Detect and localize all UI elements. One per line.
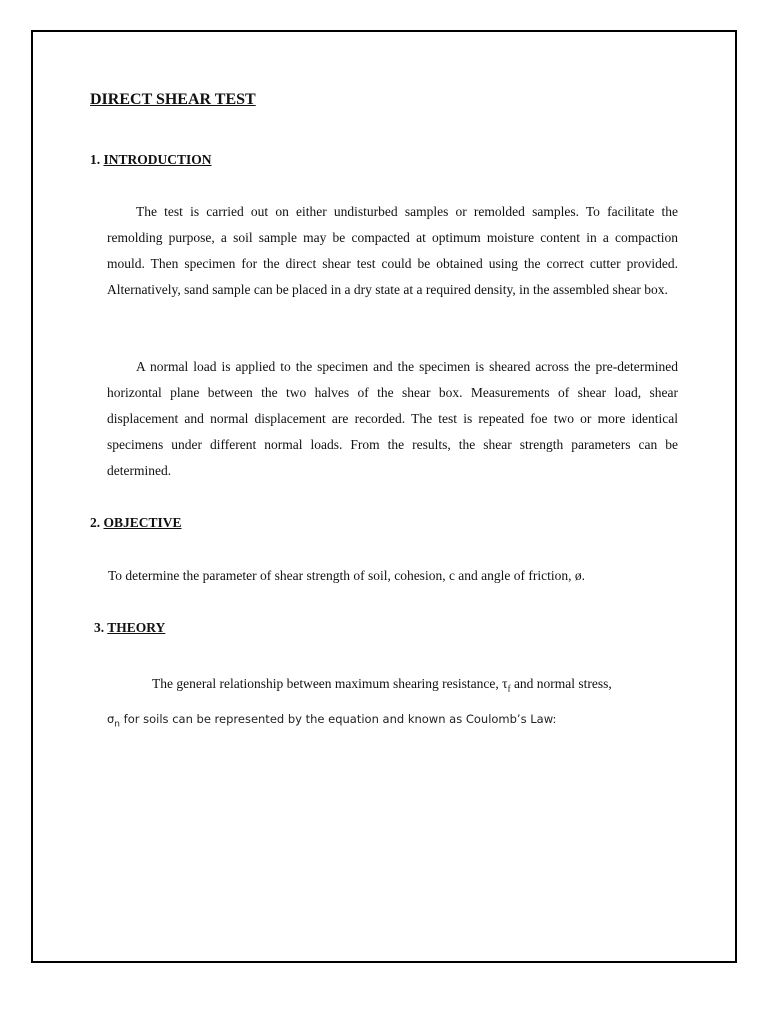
section-heading-introduction [90,151,212,169]
section-heading-objective [90,514,182,532]
section-number: 1. [90,152,101,167]
section-title: INTRODUCTION [103,152,212,167]
document-title: DIRECT SHEAR TEST [90,91,256,108]
paragraph-text: A normal load is applied to the specimen and the specimen is sheared across the pre-determined horizontal plane between the two halves of the shear box. Measurements of shear load, shear displacement and normal displacement are recorded. The test is repeated foe two or more identical specimens under different normal loads. From the results, the shear strength parameters can be determined. [107,359,678,478]
tau-glyph: τ [502,676,508,691]
sigma-subscript: n [114,719,121,730]
sigma-glyph: σ [107,712,115,726]
sigma-n-symbol [107,712,121,730]
section-title: THEORY [107,620,166,635]
theory-paragraph-line-2 [107,709,556,729]
section-number: 3. [94,620,105,635]
theory-text-after-tau: and normal stress, [510,676,612,691]
theory-text-after-sigma: for soils can be represented by the equation and known as Coulomb’s Law: [120,712,557,726]
introduction-paragraph-2 [107,354,678,484]
section-heading-theory [94,619,165,637]
tau-f-symbol [502,676,511,694]
theory-paragraph-line-1 [107,674,678,694]
section-title: OBJECTIVE [103,515,182,530]
tau-subscript: f [507,683,511,694]
page-border [31,30,737,963]
theory-text-before-tau: The general relationship between maximum shearing resistance, [152,676,503,691]
introduction-paragraph-1 [107,199,678,303]
section-number: 2. [90,515,101,530]
paragraph-text: The test is carried out on either undisturbed samples or remolded samples. To facilitate the remolding purpose, a soil sample may be compacted at optimum moisture content in a compaction mould. Then specimen for the direct shear test could be obtained using the correct cutter provided. Alternatively, sand sample can be placed in a dry state at a required density, in the assembled shear box. [107,204,678,297]
objective-text: To determine the parameter of shear strength of soil, cohesion, c and angle of friction, ø. [108,568,586,583]
